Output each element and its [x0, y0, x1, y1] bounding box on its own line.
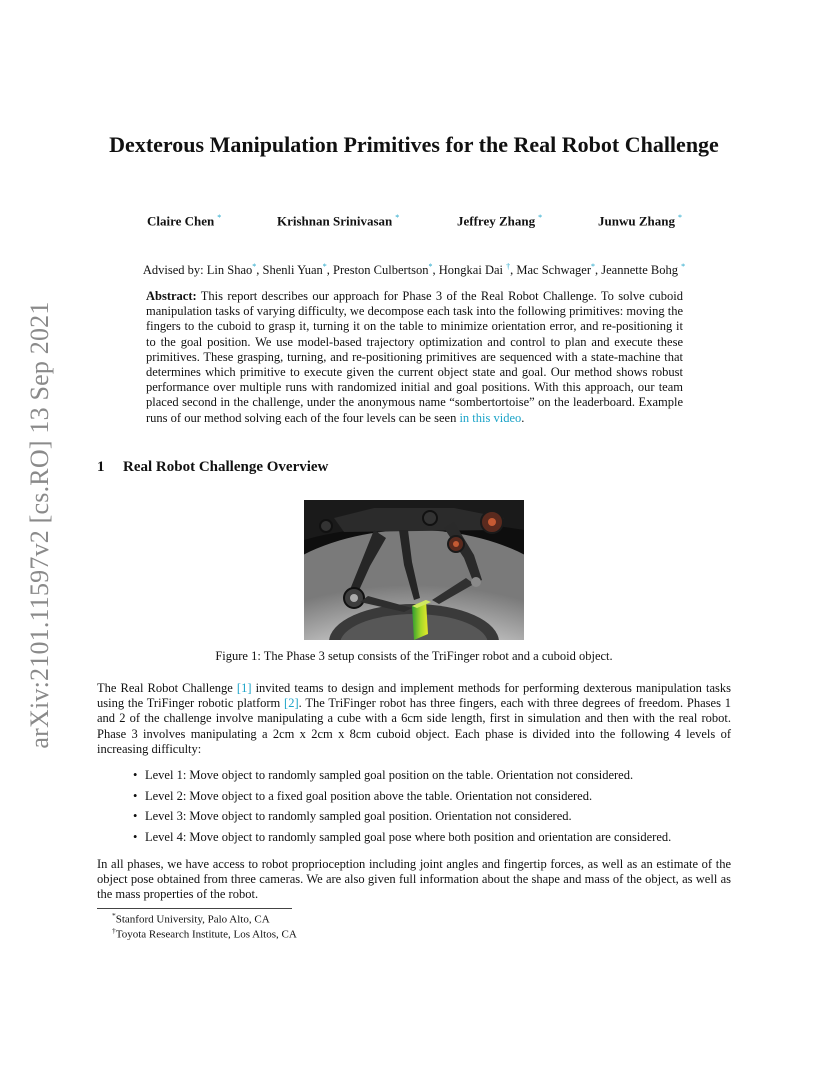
affiliation-mark: * [677, 213, 682, 222]
affiliation-mark: * [538, 213, 543, 222]
list-item [133, 809, 733, 830]
list-item-text: Level 3: Move object to randomly sampled goal position. Orientation not considered. [145, 809, 572, 823]
advisor-name: Hongkai Dai [438, 263, 504, 278]
advisors-prefix: Advised by: [142, 263, 207, 278]
author-name: Krishnan Srinivasan [277, 213, 393, 229]
list-item-text: Level 2: Move object to a fixed goal position above the table. Orientation not considered. [145, 788, 593, 803]
footnote-divider [97, 908, 292, 909]
bullet-glyph: • [133, 788, 138, 803]
trifinger-robot-illustration [304, 500, 524, 640]
bullet-glyph: • [133, 829, 138, 844]
trifinger-robot-photo [304, 500, 524, 640]
list-item [133, 830, 733, 851]
author-4 [598, 213, 682, 229]
author-1 [147, 213, 221, 229]
list-item [133, 789, 733, 810]
affiliation-mark: * [681, 262, 686, 271]
bullet-glyph: • [133, 768, 138, 782]
arxiv-identifier-text: arXiv:2101.11597v2 [cs.RO] 13 Sep 2021 [25, 301, 54, 749]
affiliation-mark: * [217, 213, 222, 222]
advisor-name: Jeannette Bohg [601, 263, 678, 278]
footnote-text: Stanford University, Palo Alto, CA [115, 913, 270, 926]
affiliation-mark: * [591, 262, 596, 271]
paragraph-text: The Real Robot Challenge [97, 681, 237, 695]
section-title: Real Robot Challenge Overview [123, 459, 329, 475]
list-item-text: Level 1: Move object to randomly sampled goal position on the table. Orientation not considered. [145, 768, 634, 782]
affiliation-mark: * [252, 262, 257, 271]
advisor-name: Preston Culbertson [333, 263, 429, 278]
advisors-line: Advised by: Lin Shao*, Shenli Yuan*, Preston Culbertson*, Hongkai Dai †, Mac Schwager*, Jeannette Bohg * [142, 262, 686, 278]
paragraph-text: . The TriFinger robot has three fingers, each with three degrees of freedom. Phases 1 and 2 of the challenge involve manipulating a cube with a 6cm side length, first in simulation and then with the real robot. Phase 3 involves manipulating a 2cm x 2cm x 8cm cuboid object. Each phase is divided into the following 4 levels of increasing difficulty: [97, 696, 731, 756]
levels-list [133, 768, 733, 850]
affiliation-mark: * [428, 262, 433, 271]
author-name: Claire Chen [147, 213, 215, 229]
advisor-name: Shenli Yuan [262, 263, 323, 278]
abstract-text: This report describes our approach for Phase 3 of the Real Robot Challenge. To solve cuboid manipulation tasks of varying difficulty, we decompose each task into the following primitives: moving the fingers to the cuboid to grasp it, turning it on the table to minimize orientation error, and re-positioning it to the goal position. We use model-based trajectory optimization and control to plan and execute these primitives. These grasping, turning, and re-positioning primitives are sequenced with a state-machine that determines which primitive to execute given the current object state and goal. Our method shows robust performance over multiple runs with randomized initial and goal positions. With this approach, our team placed second in the challenge, under the anonymous name “sombertortoise” on the leaderboard. Example runs of our method solving each of the four levels can be seen [146, 289, 683, 425]
affiliation-mark: † [506, 262, 511, 271]
affiliation-mark: * [395, 213, 400, 222]
list-item-text: Level 4: Move object to randomly sampled goal pose where both position and orientation are considered. [145, 829, 672, 844]
footnote-mark: * [112, 911, 116, 920]
abstract-end: . [521, 410, 525, 425]
paragraph-text: invited teams to design and implement methods for performing dexterous manipulation tasks using the TriFinger robotic platform [97, 681, 731, 711]
footnote-text: Toyota Research Institute, Los Altos, CA [115, 928, 297, 941]
section-heading [97, 459, 328, 476]
abstract-label: Abstract: [146, 289, 197, 303]
advisor-name: Lin Shao [206, 263, 253, 278]
author-2 [277, 213, 399, 229]
footnote-1 [112, 911, 270, 926]
advisor-name: Mac Schwager [516, 263, 592, 278]
abstract [146, 289, 683, 426]
observations-paragraph: In all phases, we have access to robot proprioception including joint angles and fingertip forces, as well as an estimate of the object pose obtained from three cameras. We are also given full information about the shape and mass of the object, as well as the mass properties of the robot. [97, 857, 731, 902]
footnote-mark: † [112, 926, 116, 935]
figure-caption: Figure 1: The Phase 3 setup consists of the TriFinger robot and a cuboid object. [215, 649, 613, 663]
citation-link[interactable]: [1] [236, 681, 252, 695]
list-item [133, 768, 733, 789]
citation-link[interactable]: [2] [284, 696, 299, 711]
author-name: Junwu Zhang [598, 213, 675, 229]
arxiv-identifier-stamp [20, 290, 60, 760]
footnote-2 [112, 926, 297, 941]
intro-paragraph [97, 681, 731, 757]
section-number: 1 [97, 459, 105, 475]
bullet-glyph: • [133, 809, 138, 823]
affiliation-mark: * [322, 262, 327, 271]
author-3 [457, 213, 542, 229]
author-name: Jeffrey Zhang [457, 213, 536, 229]
video-link[interactable]: in this video [459, 410, 522, 425]
paper-title: Dexterous Manipulation Primitives for the Real Robot Challenge [109, 132, 719, 157]
